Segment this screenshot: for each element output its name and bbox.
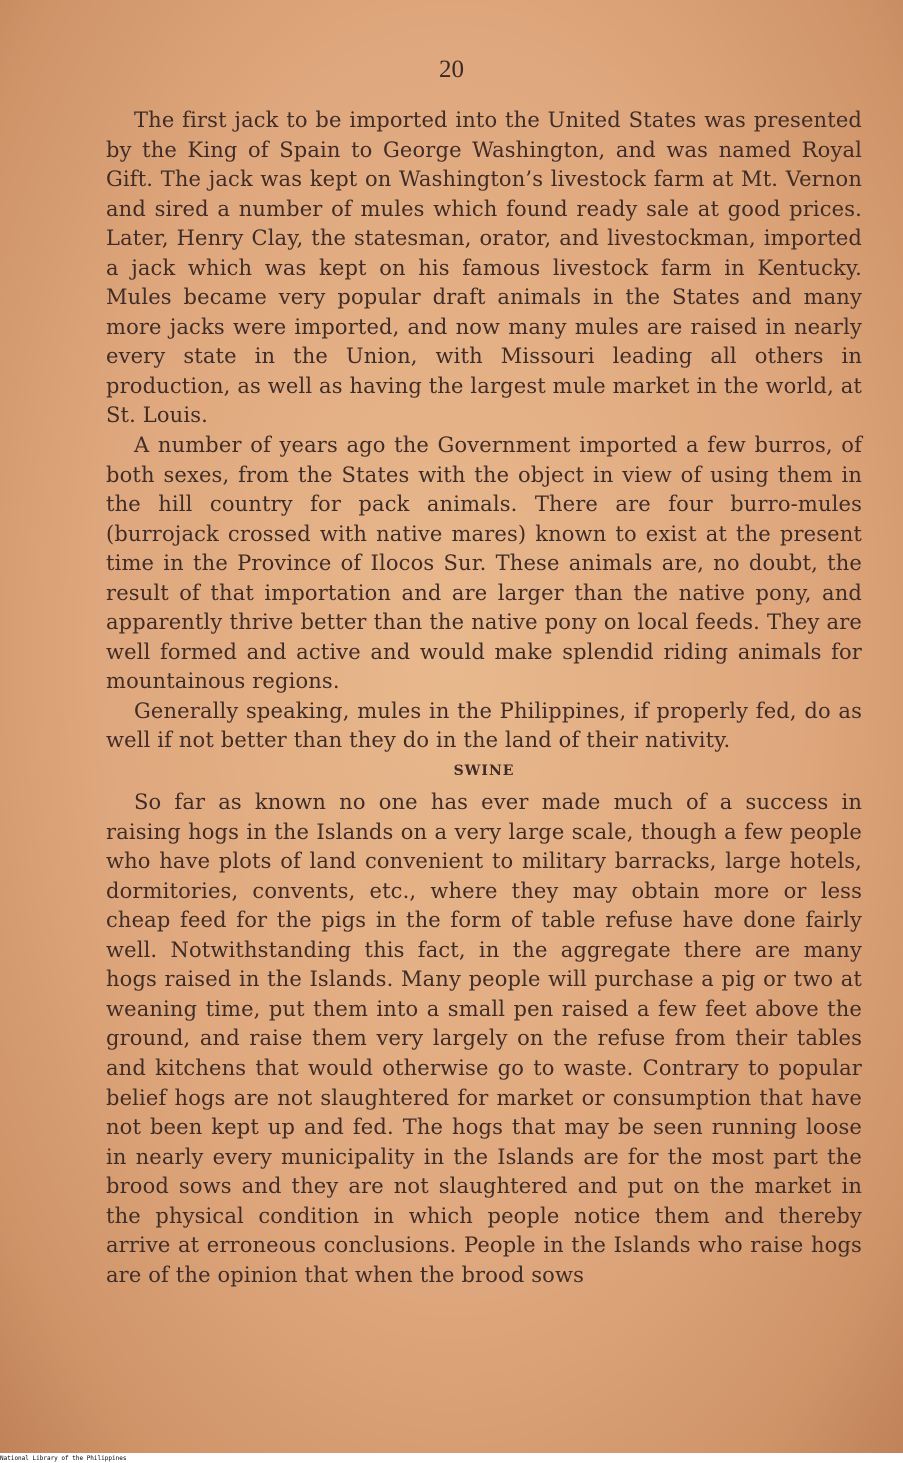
section-heading-swine: SWINE [453, 763, 515, 780]
paragraph-royal-gift: The first jack to be imported into the United States was presented by the King of Spain to George Washington, and was named Royal Gift. The jack was kept on Washington’s livestock farm at Mt. Vernon and sired a number of mules which found ready sale at good prices. Later, Henry Clay, the statesman, orator, and livestockman, imported a jack which was kept on his famous livestock farm in Kentucky. Mules became very popular draft animals in the States and many more jacks were imported, and now many mules are raised in nearly every state in the Union, with Missouri leading all others in production, as well as having the largest mule market in the world, at St. Louis. [106, 108, 862, 428]
library-credit: National Library of the Philippines [0, 1455, 127, 1462]
paragraph-burros: A number of years ago the Government imported a few burros, of both sexes, from the States with the object in view of using them in the hill country for pack animals. There are four burro-mules (burrojack crossed with native mares) known to exist at the present time in the Province of Ilocos Sur. These animals are, no doubt, the result of that importation and are larger than the native pony, and apparently thrive better than the native pony on local feeds. They are well formed and active and would make splendid riding animals for mountainous regions. [106, 433, 862, 694]
page-number: 20 [439, 56, 464, 83]
body-text [106, 106, 862, 1290]
paragraph-swine: So far as known no one has ever made much of a success in raising hogs in the Islands on a very large scale, though a few people who have plots of land convenient to military barracks, large hotels, dormitories, convents, etc., where they may obtain more or less cheap feed for the pigs in the form of table refuse have done fairly well. Notwithstanding this fact, in the aggregate there are many hogs raised in the Islands. Many people will purchase a pig or two at weaning time, put them into a small pen raised a few feet above the ground, and raise them very largely on the refuse from their tables and kitchens that would otherwise go to waste. Contrary to popular belief hogs are not slaughtered for market or consumption that have not been kept up and fed. The hogs that may be seen running loose in nearly every municipality in the Islands are for the most part the brood sows and they are not slaughtered and put on the market in the physical condition in which people notice them and thereby arrive at erroneous conclusions. People in the Islands who raise hogs are of the opinion that when the brood sows [106, 790, 862, 1287]
footer-strip [0, 1453, 903, 1463]
paragraph-mules-philippines: Generally speaking, mules in the Philippines, if properly fed, do as well if not better than they do in the land of their nativity. [106, 698, 862, 753]
